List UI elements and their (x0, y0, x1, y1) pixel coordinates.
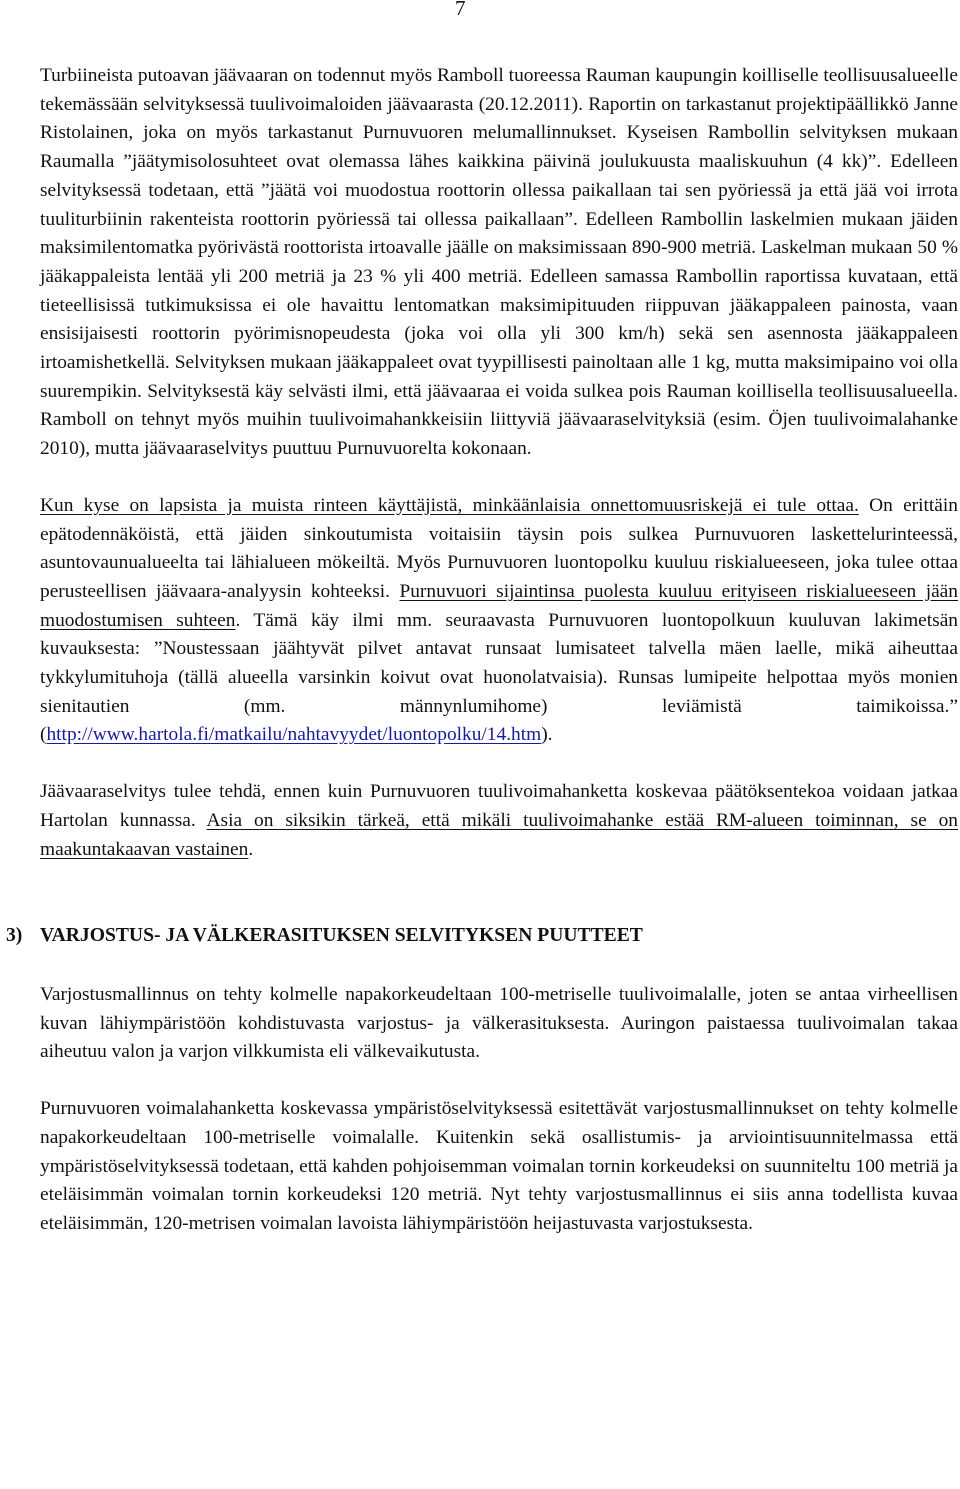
page-number: 7 (455, 0, 466, 20)
paragraph-text: On erittäin epätodennäköistä, että jäiden sinkoutumista voitaisiin täysin pois sulkea Purnuvuoren laskettelurinteessä, asuntovaunualueelta tai lähialueen mökeiltä. Myös Purnuvuoren luontopolku kuuluu riskialueeseen, joka tulee ottaa perusteellisen jäävaara-analyysin kohteeksi. (40, 494, 958, 602)
paragraph-text: . Tämä käy ilmi mm. seuraavasta Purnuvuoren luontopolkuun kuuluvan lakimetsän kuvauksesta: ”Noustessaan jäähtyvät pilvet antavat runsaat lumisateet talvella mäen laelle, mikä aiheuttaa tykkylumituhoja (tällä alueella varsinkin koivut ovat huonolatvaisia). Runsas lumipeite helpottaa myös monien sienitautien (mm. männynlumihome) leviämistä taimikoissa.” ( (40, 609, 958, 746)
paragraph-text: ). (541, 724, 553, 746)
underlined-emphasis: Asia on siksikin tärkeä, että mikäli tuulivoimahanke estää RM-alueen toiminnan, se on maakuntakaavan vastainen (40, 809, 958, 860)
paragraph-text: Jäävaaraselvitys tulee tehdä, ennen kuin Purnuvuoren tuulivoimahanketta koskevaa päätöksentekoa voidaan jatkaa Hartolan kunnassa. (40, 781, 958, 831)
paragraph-turbine-heights: Purnuvuoren voimalahanketta koskevassa ympäristöselvityksessä esitettävät varjostusmallinnukset on tehty kolmelle napakorkeudeltaan 100-metriselle voimalalle. Kuitenkin sekä osallistumis- ja arviointisuunnitelmassa että ympäristöselvityksessä todetaan, että kahden pohjoisemman voimalan tornin korkeudeksi on suunniteltu 100 metriä ja eteläisimmän voimalan tornin korkeudeksi 120 metriä. Nyt tehty varjostusmallinnus ei siis anna todellista kuvaa eteläisimmän, 120-metrisen voimalan lavoista lähiympäristöön heijastuvasta varjostuksesta. (40, 1098, 958, 1234)
underlined-emphasis: Purnuvuori sijaintinsa puolesta kuuluu erityiseen riskialueeseen jään muodostumisen suhteen (40, 580, 958, 631)
paragraph-shadow-modelling: Varjostusmallinnus on tehty kolmelle napakorkeudeltaan 100-metriselle tuulivoimalalle, joten se antaa virheellisen kuvan lähiympäristöön kohdistuvasta varjostus- ja välkerasituksesta. Auringon paistaessa tuulivoimalan takaa aiheutuu valon ja varjon vilkkumista eli välkevaikutusta. (40, 983, 958, 1063)
paragraph-text: Turbiineista putoavan jäävaaran on todennut myös Ramboll tuoreessa Rauman kaupungin koilliselle teollisuusalueelle tekemässään selvityksessä tuulivoimaloiden jäävaarasta (20.12.2011). Raportin on tarkastanut projektipäällikkö Janne Ristolainen, joka on myös tarkastanut Purnuvuoren melumallinnukset. Kyseisen Rambollin selvityksen mukaan Raumalla ”jäätymisolosuhteet ovat olemassa lähes kaikkina päivinä joulukuusta maaliskuuhun (4 kk)”. Edelleen selvityksessä todetaan, että ”jäätä voi muodostua roottorin ollessa paikallaan tai sen pyöriessä ja että jää voi irrota tuuliturbiinin rakenteista roottorin pyöriessä tai ollessa paikallaan”. Edelleen Rambollin laskelmien mukaan jäiden maksimilentomatka pyörivästä roottorista irtoavalle jäälle on maksimissaan 890-900 metriä. Laskelman mukaan 50 % jääkappaleista lentää yli 200 metriä ja 23 % yli 400 metriä. Edelleen samassa Rambollin raportissa kuvataan, että tieteellisissä tutkimuksissa ei ole havaittu lentomatkan maksimipituuden riippuvan jääkappaleen painosta, vaan ensisijaisesti roottorin pyörimisnopeudesta (joka voi olla yli 300 km/h) sekä sen asennosta jääkappaleen irtoamishetkellä. Selvityksen mukaan jääkappaleet ovat tyypillisesti painoltaan alle 1 kg, mutta maksimipaino voi olla suurempikin. Selvityksestä käy selvästi ilmi, että jäävaaraa ei voida sulkea pois Rauman koillisella teollisuusalueella. Ramboll on tehnyt myös muihin tuulivoimahankkeisiin liittyviä jäävaaraselvityksiä (esim. Öjen tuulivoimalahanke 2010), mutta jäävaaraselvitys puuttuu Purnuvuorelta kokonaan. (40, 65, 958, 460)
paragraph-text: . (248, 838, 254, 860)
paragraph-ice-risk-ramboll (40, 62, 958, 464)
paragraph-ice-study-required (40, 778, 958, 864)
underlined-emphasis: Kun kyse on lapsista ja muista rinteen käyttäjistä, minkäänlaisia onnettomuusriskejä ei tule ottaa. (40, 494, 859, 516)
section-title: VARJOSTUS- JA VÄLKERASITUKSEN SELVITYKSEN PUUTTEET (40, 925, 643, 947)
paragraph-children-risk (40, 492, 958, 750)
section-number: 3) (6, 925, 23, 947)
section-heading (6, 922, 958, 951)
hartola-luontopolku-link[interactable]: http://www.hartola.fi/matkailu/nahtavyydet/luontopolku/14.htm (46, 724, 542, 746)
document-body (6, 62, 958, 1239)
